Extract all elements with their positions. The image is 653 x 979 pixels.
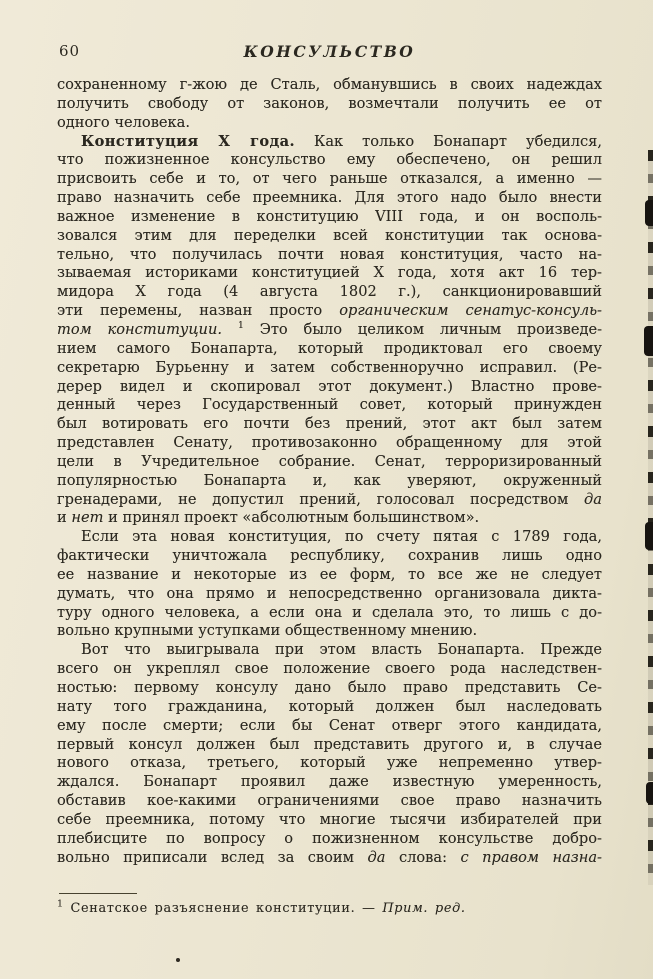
text-run: тельно, что получилась почти новая конституция, часто на- [57,245,602,263]
text-run: нату того гражданина, который должен был наследовать [57,697,602,715]
text-line [57,76,602,95]
text-line [57,434,602,453]
text-run: себе преемника, потому что многие тысячи избирателей при [57,810,602,828]
text-line [57,170,602,189]
text-run: ностью: первому консулу дано было право представить Се- [57,679,602,696]
text-run: зовался этим для переделки всей конституции так основа- [57,226,602,244]
text-run: думать, что она прямо и непосредственно организовала дикта- [57,584,602,602]
text-run: дерер видел и скопировал этот документ.) Властно прове- [57,377,602,395]
text-line [57,359,602,378]
text-run: Вот что выигрывала при этом власть Бонапарта. Прежде [81,641,602,659]
text-run: вольно крупными уступками общественному мнению. [57,622,478,640]
text-run: эти перемены, назван просто [57,302,340,320]
text-line [57,717,602,736]
text-line [57,302,602,321]
text-run: что пожизненное консульство ему обеспечено, он решил [57,151,602,169]
text-run: вольно приписали вслед за своим [57,848,368,866]
text-run: слова: [385,848,461,866]
text-line [57,227,602,246]
text-line [57,95,602,114]
text-run: фактически уничтожала республику, сохранив лишь одно [57,547,602,565]
text-run: обставив кое-какими ограничениями свое право назначить [57,792,602,810]
text-line [57,396,602,415]
text-run [222,321,238,338]
footnote [57,893,602,916]
text-run: Если эта новая конституция, по счету пятая с 1789 года, [81,528,602,546]
text-line [57,189,602,208]
text-run: том конституции. [57,320,222,338]
text-line [57,679,602,698]
scan-artifact-blob [646,782,653,804]
text-line [57,208,602,227]
scan-artifact-blob [645,522,653,550]
text-line [57,622,602,641]
text-run: всего он укреплял свое положение своего рода наследствен- [57,660,602,678]
text-line [57,773,602,792]
text-line [57,133,602,152]
text-run: ждался. Бонапарт проявил даже известную умеренность, [57,773,602,791]
text-run: и принял проект «абсолютным большинством». [103,509,480,527]
text-run: да [367,848,386,866]
text-run: органическим сенатус-консуль- [339,302,602,320]
text-line [57,754,602,773]
footnote-rule [59,893,137,894]
running-title: КОНСУЛЬСТВО [243,42,416,61]
text-run: Сенатское разъяснение конституции. — [63,901,383,916]
text-line [57,566,602,585]
text-run: право назначить себе преемника. Для этого надо было внести [57,189,602,207]
text-run: секретарю Бурьенну и затем собственноручно исправил. (Ре- [57,358,602,376]
text-line [57,321,602,340]
text-run: Конституция X года. [81,132,296,150]
text-line [57,547,602,566]
text-line [57,378,602,397]
text-run: был вотировать его почти без прений, этот акт был затем [57,415,602,433]
text-line [57,114,602,133]
text-line [57,283,602,302]
text-run: Прим. ред. [382,901,466,916]
text-run: ее название и некоторые из ее форм, то все же не следует [57,565,602,583]
text-run: плебисците по вопросу о пожизненном консульстве добро- [57,829,602,847]
text-run: сохраненному г-жою де Сталь, обманувшись в своих надеждах [57,76,602,93]
text-line [57,340,602,359]
text-run: и [57,509,72,527]
scan-artifact-blob [644,326,653,356]
text-line [57,509,602,528]
text-run: представлен Сенату, противозаконно обращенному для этой [57,434,602,452]
footnote-text [57,898,602,916]
text-run: нет [71,509,104,527]
scan-artifact-speck [176,958,180,962]
text-run: денный через Государственный совет, который принужден [57,396,602,414]
text-line [57,264,602,283]
text-run: гренадерами, не допустил прений, голосовал посредством [57,490,585,508]
text-run: 1 [57,898,64,910]
text-run: да [584,490,602,508]
text-line [57,472,602,491]
text-line [57,491,602,510]
text-line [57,811,602,830]
text-line [57,849,602,868]
text-run: нием самого Бонапарта, который продиктовал его своему [57,339,602,357]
text-line [57,641,602,660]
text-run: присвоить себе и то, от чего раньше отказался, а именно — [57,170,602,188]
text-run: 1 [237,320,244,332]
text-run: Как только Бонапарт убедился, [295,132,602,150]
text-run: нового отказа, третьего, который уже непременно утвер- [57,754,602,772]
scan-artifact-blob [645,200,653,226]
text-line [57,604,602,623]
paragraph [57,528,602,641]
text-block [57,76,602,867]
text-run: Это было целиком личным произведе- [243,320,603,338]
page-header [57,42,602,64]
text-line [57,246,602,265]
scan-artifact-edge [648,150,653,885]
text-line [57,792,602,811]
text-run: получить свободу от законов, возмечтали получить ее от [57,94,602,112]
paragraph [57,133,602,529]
text-run: зываемая историками конституцией X года, хотя акт 16 тер- [57,264,602,282]
text-run: цели в Учредительное собрание. Сенат, терроризированный [57,452,602,470]
text-line [57,415,602,434]
text-line [57,830,602,849]
text-run: одного человека. [57,113,191,131]
text-run: важное изменение в конституцию VIII года, и он восполь- [57,207,602,225]
text-run: популярностью Бонапарта и, как уверяют, окруженный [57,471,602,489]
text-line [57,736,602,755]
text-run: туру одного человека, а если она и сделала это, то лишь с до- [57,603,602,621]
text-run: ему после смерти; если бы Сенат отверг этого кандидата, [57,716,602,734]
text-run: первый консул должен был представить другого и, в случае [57,735,602,753]
text-line [57,151,602,170]
paragraph [57,76,602,133]
text-line [57,453,602,472]
text-line [57,660,602,679]
text-run: с правом назна- [460,848,602,866]
page-number: 60 [59,42,81,60]
text-run: мидора X года (4 августа 1802 г.), санкционировавший [57,283,602,301]
text-line [57,698,602,717]
text-line [57,528,602,547]
paragraph [57,641,602,867]
text-line [57,585,602,604]
